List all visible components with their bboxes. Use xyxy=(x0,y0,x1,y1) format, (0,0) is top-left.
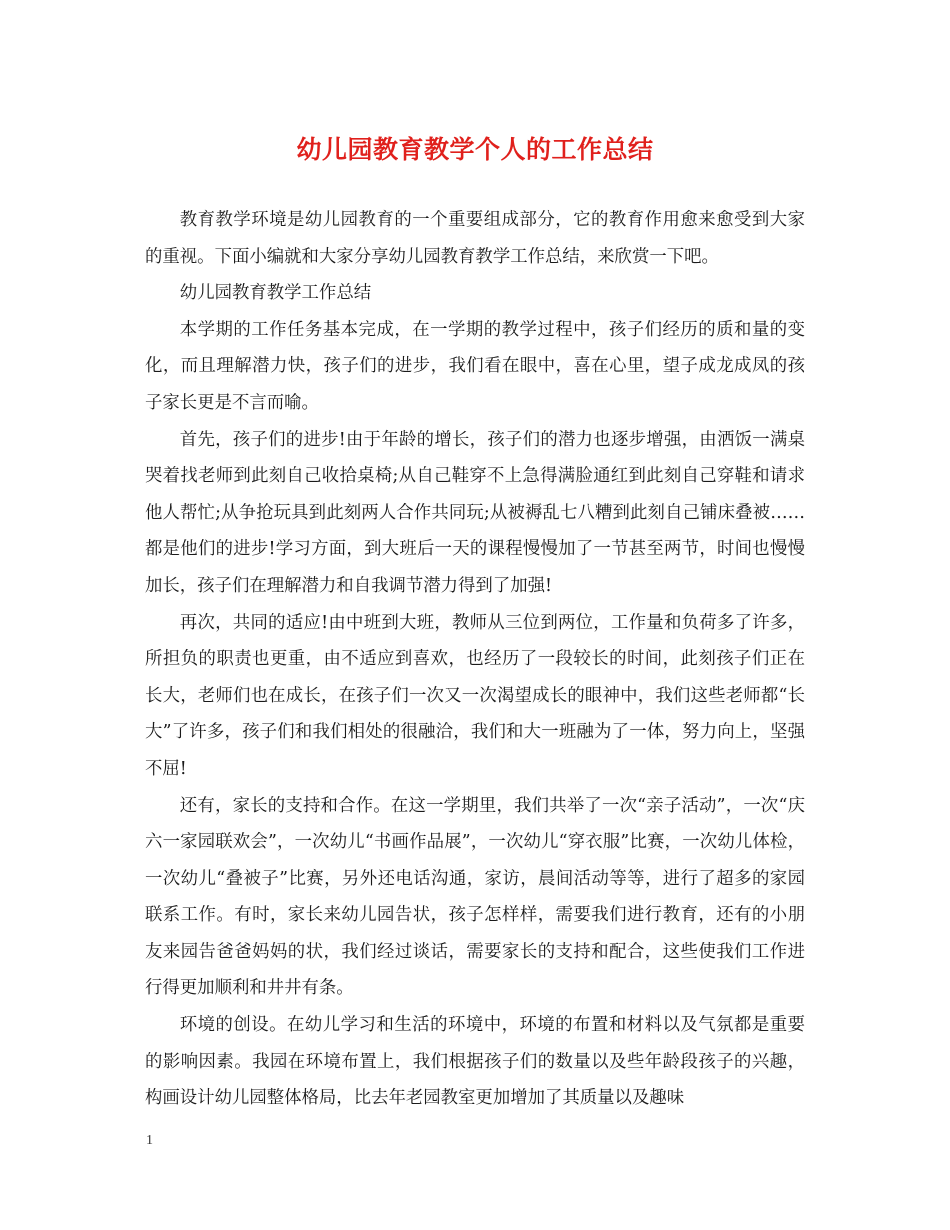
paragraph-adaptation: 再次，共同的适应!由中班到大班，教师从三位到两位，工作量和负荷多了许多，所担负的职责也更重，由不适应到喜欢，也经历了一段较长的时间，此刻孩子们正在长大，老师们也在成长，在孩子们一次又一次渴望成长的眼神中，我们这些老师都“长大”了许多，孩子们和我们相处的很融洽，我们和大一班融为了一体，努力向上，坚强不屈! xyxy=(145,612,805,779)
paragraph-parents: 还有，家长的支持和合作。在这一学期里，我们共举了一次“亲子活动”，一次“庆六一家园联欢会”，一次幼儿“书画作品展”，一次幼儿“穿衣服”比赛，一次幼儿体检，一次幼儿“叠被子”比赛，另外还电话沟通，家访，晨间活动等等，进行了超多的家园联系工作。有时，家长来幼儿园告状，孩子怎样样，需要我们进行教育，还有的小朋友来园告爸爸妈妈的状，我们经过谈话，需要家长的支持和配合，这些使我们工作进行得更加顺利和井井有条。 xyxy=(145,795,805,999)
paragraph-environment: 环境的创设。在幼儿学习和生活的环境中，环境的布置和材料以及气氛都是重要的影响因素。我园在环境布置上，我们根据孩子们的数量以及些年龄段孩子的兴趣，构画设计幼儿园整体格局，比去年老园教室更加增加了其质量以及趣味 xyxy=(145,1015,805,1109)
paragraph-summary: 本学期的工作任务基本完成，在一学期的教学过程中，孩子们经历的质和量的变化，而且理解潜力快，孩子们的进步，我们看在眼中，喜在心里，望子成龙成凤的孩子家长更是不言而喻。 xyxy=(145,319,805,413)
document-title: 幼儿园教育教学个人的工作总结 xyxy=(296,135,654,164)
paragraph-subtitle: 幼儿园教育教学工作总结 xyxy=(179,283,372,304)
paragraph-intro: 教育教学环境是幼儿园教育的一个重要组成部分，它的教育作用愈来愈受到大家的重视。下面小编就和大家分享幼儿园教育教学工作总结，来欣赏一下吧。 xyxy=(145,210,805,267)
page-number: 1 xyxy=(146,1133,153,1148)
document-body xyxy=(145,202,805,1117)
paragraph-progress: 首先，孩子们的进步!由于年龄的增长，孩子们的潜力也逐步增强，由洒饭一满桌哭着找老师到此刻自己收拾桌椅;从自己鞋穿不上急得满脸通红到此刻自己穿鞋和请求他人帮忙;从争抢玩具到此刻两人合作共同玩;从被褥乱七八糟到此刻自己铺床叠被……都是他们的进步!学习方面，到大班后一天的课程慢慢加了一节甚至两节，时间也慢慢加长，孩子们在理解潜力和自我调节潜力得到了加强! xyxy=(145,429,805,596)
